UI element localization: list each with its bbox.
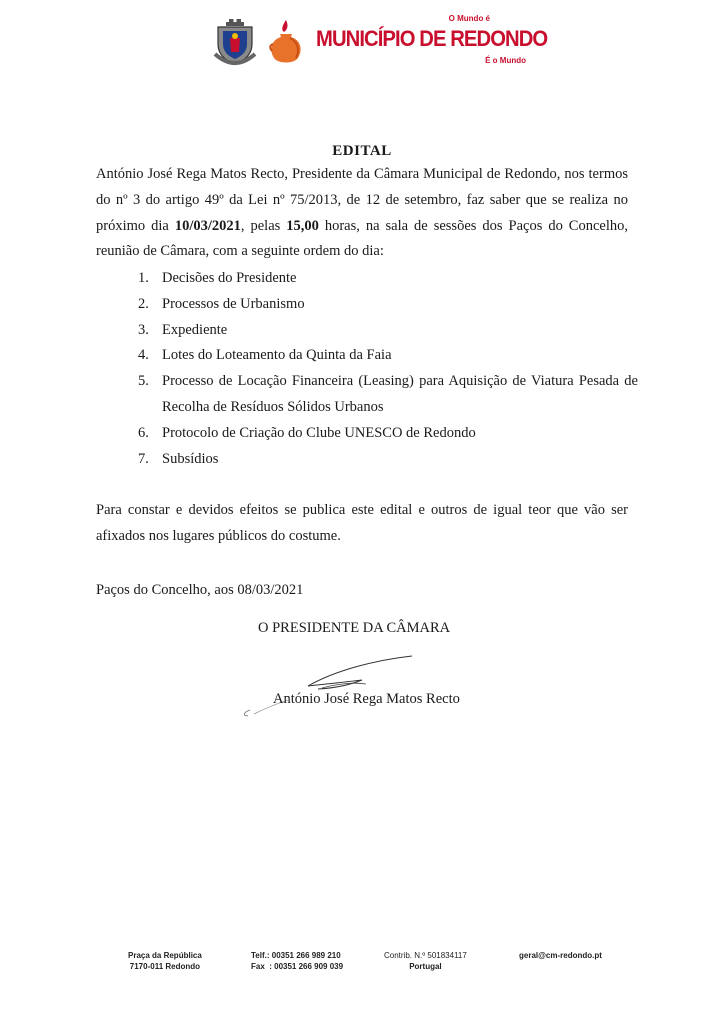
intro-text-3: horas, na sala de sessões dos Paços do Concelho, reunião de Câmara, com a seguinte ordem do dia: (96, 217, 628, 260)
agenda-item-number: 1. (138, 270, 149, 286)
agenda-item (138, 292, 638, 318)
meeting-date: 10/03/2021 (174, 217, 241, 234)
agenda-item (138, 343, 638, 369)
agenda-item (138, 318, 638, 344)
agenda-item (138, 421, 638, 447)
footer-address-line2: 7170-011 Redondo (129, 962, 201, 971)
agenda-item-number: 6. (138, 424, 149, 441)
agenda-item-text: Expediente (162, 321, 228, 338)
footer-address (128, 950, 202, 972)
svg-text:REDONDO: REDONDO (224, 64, 246, 69)
agenda-item (138, 369, 638, 421)
president-title: O PRESIDENTE DA CÂMARA (258, 620, 451, 636)
document-title: EDITAL (332, 143, 392, 159)
agenda-item (138, 447, 638, 473)
agenda-item-text: Processos de Urbanismo (162, 295, 305, 312)
brand-tagline-bottom: É o Mundo (485, 56, 526, 65)
footer-tax-id (384, 950, 467, 972)
agenda-item-text: Processo de Locação Financeira (Leasing) para Aquisição de Viatura Pesada de Recolha de Resíduos Sólidos Urbanos (162, 373, 638, 415)
footer-fax: Fax : 00351 266 909 039 (251, 962, 344, 971)
agenda-list (138, 266, 638, 472)
agenda-item-number: 5. (138, 373, 149, 390)
footer-address-line1: Praça da República (128, 951, 202, 960)
meeting-time: 15,00 (286, 217, 319, 234)
brand-name: MUNICÍPIO DE REDONDO (316, 26, 548, 51)
agenda-item-text: Decisões do Presidente (162, 270, 297, 286)
agenda-item-number: 3. (138, 321, 149, 338)
intro-paragraph (96, 162, 628, 265)
municipality-brand (314, 14, 548, 70)
footer-telephone: Telf.: 00351 266 989 210 (251, 951, 341, 960)
agenda-item-text: Subsídios (162, 450, 219, 467)
coat-of-arms-logo (212, 18, 258, 70)
place-and-date: Paços do Concelho, aos 08/03/2021 (96, 582, 304, 598)
agenda-item-number: 4. (138, 347, 149, 364)
agenda-item-number: 7. (138, 450, 149, 467)
footer-nif: Contrib. N.º 501834117 (384, 951, 467, 960)
agenda-item-text: Lotes do Loteamento da Quinta da Faia (162, 347, 392, 364)
intro-text-2: , pelas (240, 217, 287, 234)
agenda-item-number: 2. (138, 295, 149, 312)
clay-jar-logo (268, 18, 304, 66)
footer-phone (251, 950, 343, 972)
agenda-item (138, 266, 638, 292)
footer-country: Portugal (409, 962, 442, 971)
brand-tagline-top: O Mundo é (448, 14, 490, 23)
handwritten-signature (236, 648, 426, 720)
footer-email[interactable]: geral@cm-redondo.pt (519, 951, 602, 960)
closing-paragraph: Para constar e devidos efeitos se publica este edital e outros de igual teor que vão ser afixados nos lugares públicos do costume. (96, 502, 628, 544)
agenda-item-text: Protocolo de Criação do Clube UNESCO de Redondo (162, 424, 476, 441)
intro-text-1: António José Rega Matos Recto, Presidente da Câmara Municipal de Redondo, nos termos do nº 3 do artigo 49º da Lei nº 75/2013, de 12 de setembro, faz saber que se realiza no próximo dia (96, 166, 628, 234)
signatory-name: António José Rega Matos Recto (273, 691, 460, 707)
